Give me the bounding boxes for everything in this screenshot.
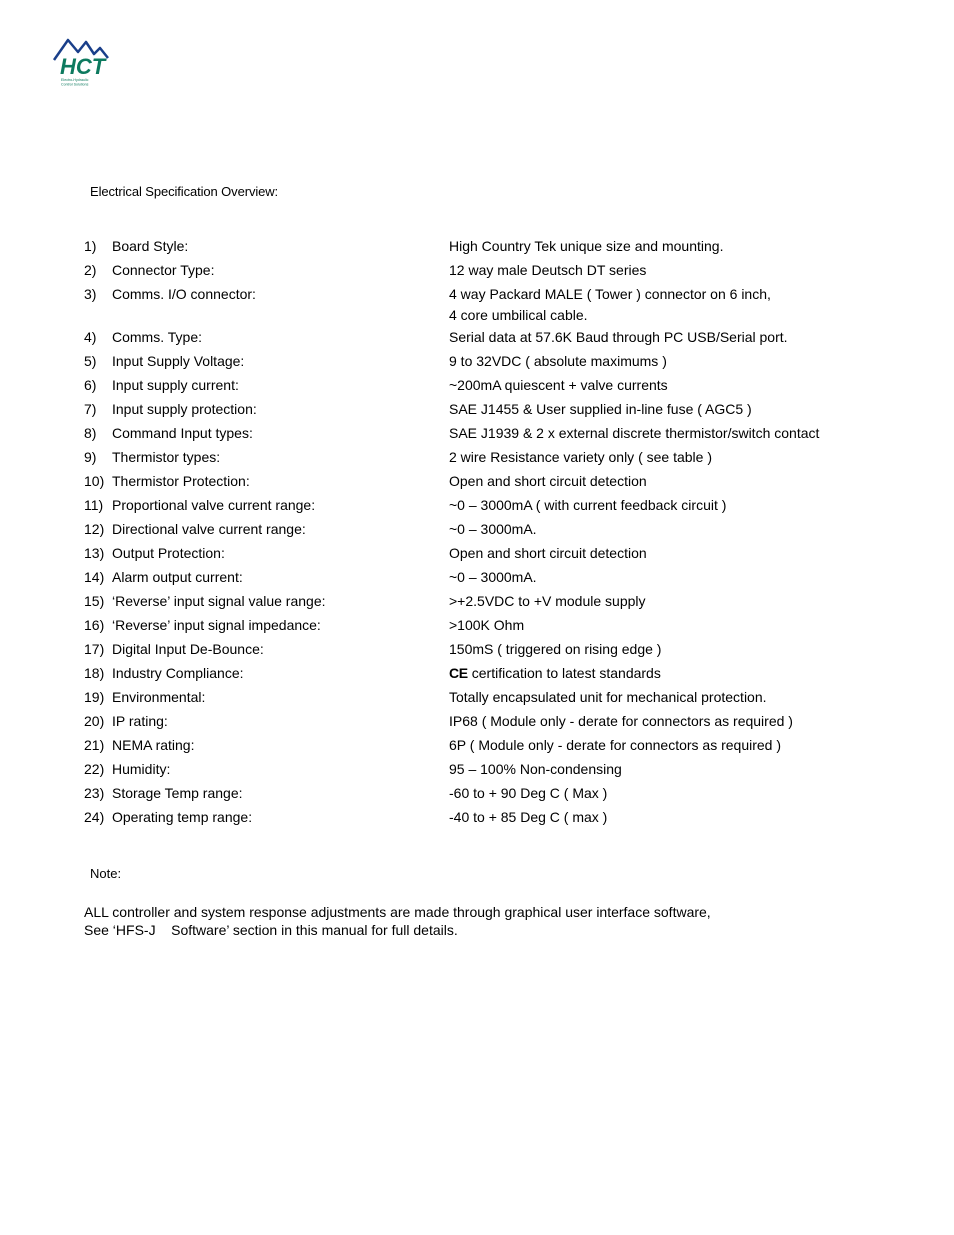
spec-value [449, 236, 879, 257]
spec-label: ‘Reverse’ input signal impedance: [112, 617, 321, 633]
spec-value-text: ~0 – 3000mA ( with current feedback circuit ) [449, 497, 727, 513]
spec-value-text: Open and short circuit detection [449, 473, 647, 489]
spec-row [84, 284, 884, 327]
spec-label: Proportional valve current range: [112, 497, 316, 513]
spec-value [449, 615, 879, 636]
spec-row [84, 615, 884, 639]
spec-value-text: 2 wire Resistance variety only ( see table ) [449, 449, 712, 465]
spec-value [449, 471, 879, 492]
spec-row [84, 543, 884, 567]
spec-value-text: ~200mA quiescent + valve currents [449, 377, 668, 393]
spec-row [84, 236, 884, 260]
spec-label: Connector Type: [112, 262, 215, 278]
spec-number: 16) [84, 617, 105, 633]
spec-value-text: 4 way Packard MALE ( Tower ) connector on 6 inch, 4 core umbilical cable. [449, 286, 771, 323]
spec-row [84, 807, 884, 831]
logo-brand-text: HCT [60, 54, 106, 79]
spec-row [84, 471, 884, 495]
spec-label: Storage Temp range: [112, 785, 243, 801]
spec-value-text: Totally encapsulated unit for mechanical protection. [449, 689, 767, 705]
spec-value-text: SAE J1939 & 2 x external discrete thermistor/switch contact [449, 425, 820, 441]
spec-number: 24) [84, 809, 105, 825]
spec-label: NEMA rating: [112, 737, 195, 753]
spec-row [84, 639, 884, 663]
spec-row [84, 519, 884, 543]
spec-label: Comms. Type: [112, 329, 202, 345]
spec-list [84, 236, 884, 831]
spec-value [449, 447, 879, 468]
spec-label: Alarm output current: [112, 569, 243, 585]
spec-value-text: >+2.5VDC to +V module supply [449, 593, 646, 609]
spec-value [449, 399, 879, 420]
spec-value [449, 735, 879, 756]
spec-row [84, 711, 884, 735]
spec-label: Digital Input De-Bounce: [112, 641, 264, 657]
spec-value [449, 759, 879, 780]
spec-number: 7) [84, 401, 97, 417]
spec-label: Industry Compliance: [112, 665, 244, 681]
spec-row [84, 351, 884, 375]
spec-value [449, 495, 879, 516]
spec-row [84, 375, 884, 399]
spec-value-text: >100K Ohm [449, 617, 525, 633]
spec-value [449, 591, 879, 612]
spec-value-text: High Country Tek unique size and mounting. [449, 238, 724, 254]
spec-label: Command Input types: [112, 425, 253, 441]
spec-number: 11) [84, 497, 104, 513]
spec-row [84, 783, 884, 807]
spec-row [84, 735, 884, 759]
spec-number: 18) [84, 665, 105, 681]
spec-row [84, 447, 884, 471]
spec-row [84, 495, 884, 519]
spec-row [84, 687, 884, 711]
spec-value-text: -60 to + 90 Deg C ( Max ) [449, 785, 608, 801]
spec-label: Output Protection: [112, 545, 225, 561]
spec-row [84, 663, 884, 687]
spec-row [84, 759, 884, 783]
spec-row [84, 260, 884, 284]
spec-row [84, 567, 884, 591]
spec-number: 12) [84, 521, 105, 537]
spec-number: 1) [84, 238, 97, 254]
spec-value [449, 284, 879, 326]
spec-label: Operating temp range: [112, 809, 253, 825]
spec-value [449, 567, 879, 588]
spec-value-text: 12 way male Deutsch DT series [449, 262, 647, 278]
spec-value-text: SAE J1455 & User supplied in-line fuse ( AGC5 ) [449, 401, 752, 417]
spec-value-text: ~0 – 3000mA. [449, 569, 537, 585]
spec-value-text: 95 – 100% Non-condensing [449, 761, 622, 777]
spec-label: Directional valve current range: [112, 521, 306, 537]
spec-number: 22) [84, 761, 105, 777]
spec-value [449, 639, 879, 660]
spec-value-text: 6P ( Module only - derate for connectors as required ) [449, 737, 782, 753]
spec-value-text: Serial data at 57.6K Baud through PC USB/Serial port. [449, 329, 788, 345]
spec-number: 10) [84, 473, 105, 489]
spec-number: 13) [84, 545, 105, 561]
spec-value-text: -40 to + 85 Deg C ( max ) [449, 809, 608, 825]
note-text [84, 903, 711, 939]
logo-tagline-1: Electro-Hydraulic [61, 78, 89, 82]
spec-value-text: 9 to 32VDC ( absolute maximums ) [449, 353, 667, 369]
spec-number: 17) [84, 641, 105, 657]
spec-label: Input Supply Voltage: [112, 353, 245, 369]
spec-value [449, 260, 879, 281]
note-line-2: See ‘HFS-J Software’ section in this manual for full details. [84, 922, 458, 938]
spec-value [449, 327, 879, 348]
spec-value [449, 375, 879, 396]
spec-number: 6) [84, 377, 97, 393]
spec-number: 2) [84, 262, 97, 278]
spec-value [449, 711, 879, 732]
spec-label: Input supply current: [112, 377, 239, 393]
spec-label: IP rating: [112, 713, 168, 729]
note-title: Note: [90, 866, 122, 881]
spec-value-text: 150mS ( triggered on rising edge ) [449, 641, 662, 657]
hct-logo-icon [52, 34, 112, 90]
section-title: Electrical Specification Overview: [90, 184, 279, 199]
company-logo [52, 34, 112, 90]
spec-row [84, 399, 884, 423]
spec-label: Thermistor Protection: [112, 473, 250, 489]
ce-mark: CE [449, 665, 468, 681]
spec-number: 3) [84, 286, 97, 302]
spec-label: Comms. I/O connector: [112, 286, 256, 302]
spec-value [449, 519, 879, 540]
spec-value [449, 783, 879, 804]
spec-value [449, 807, 879, 828]
spec-value-text: IP68 ( Module only - derate for connectors as required ) [449, 713, 793, 729]
spec-number: 4) [84, 329, 97, 345]
spec-label: ‘Reverse’ input signal value range: [112, 593, 326, 609]
spec-label: Board Style: [112, 238, 189, 254]
spec-number: 15) [84, 593, 105, 609]
spec-number: 19) [84, 689, 105, 705]
spec-value-text: certification to latest standards [467, 665, 661, 681]
spec-number: 14) [84, 569, 105, 585]
spec-value [449, 543, 879, 564]
spec-number: 20) [84, 713, 105, 729]
spec-number: 23) [84, 785, 105, 801]
spec-value [449, 687, 879, 708]
spec-row [84, 591, 884, 615]
note-line-1: ALL controller and system response adjustments are made through graphical user interface software, [84, 904, 711, 920]
spec-number: 21) [84, 737, 105, 753]
spec-value [449, 351, 879, 372]
spec-number: 8) [84, 425, 97, 441]
spec-label: Thermistor types: [112, 449, 221, 465]
spec-value-text: Open and short circuit detection [449, 545, 647, 561]
spec-value-text: ~0 – 3000mA. [449, 521, 537, 537]
spec-value [449, 663, 879, 684]
spec-label: Input supply protection: [112, 401, 257, 417]
spec-value [449, 423, 879, 444]
spec-label: Environmental: [112, 689, 206, 705]
spec-label: Humidity: [112, 761, 171, 777]
spec-row [84, 423, 884, 447]
logo-tagline-2: Control Solutions [61, 82, 89, 87]
spec-number: 9) [84, 449, 97, 465]
spec-row [84, 327, 884, 351]
spec-number: 5) [84, 353, 97, 369]
